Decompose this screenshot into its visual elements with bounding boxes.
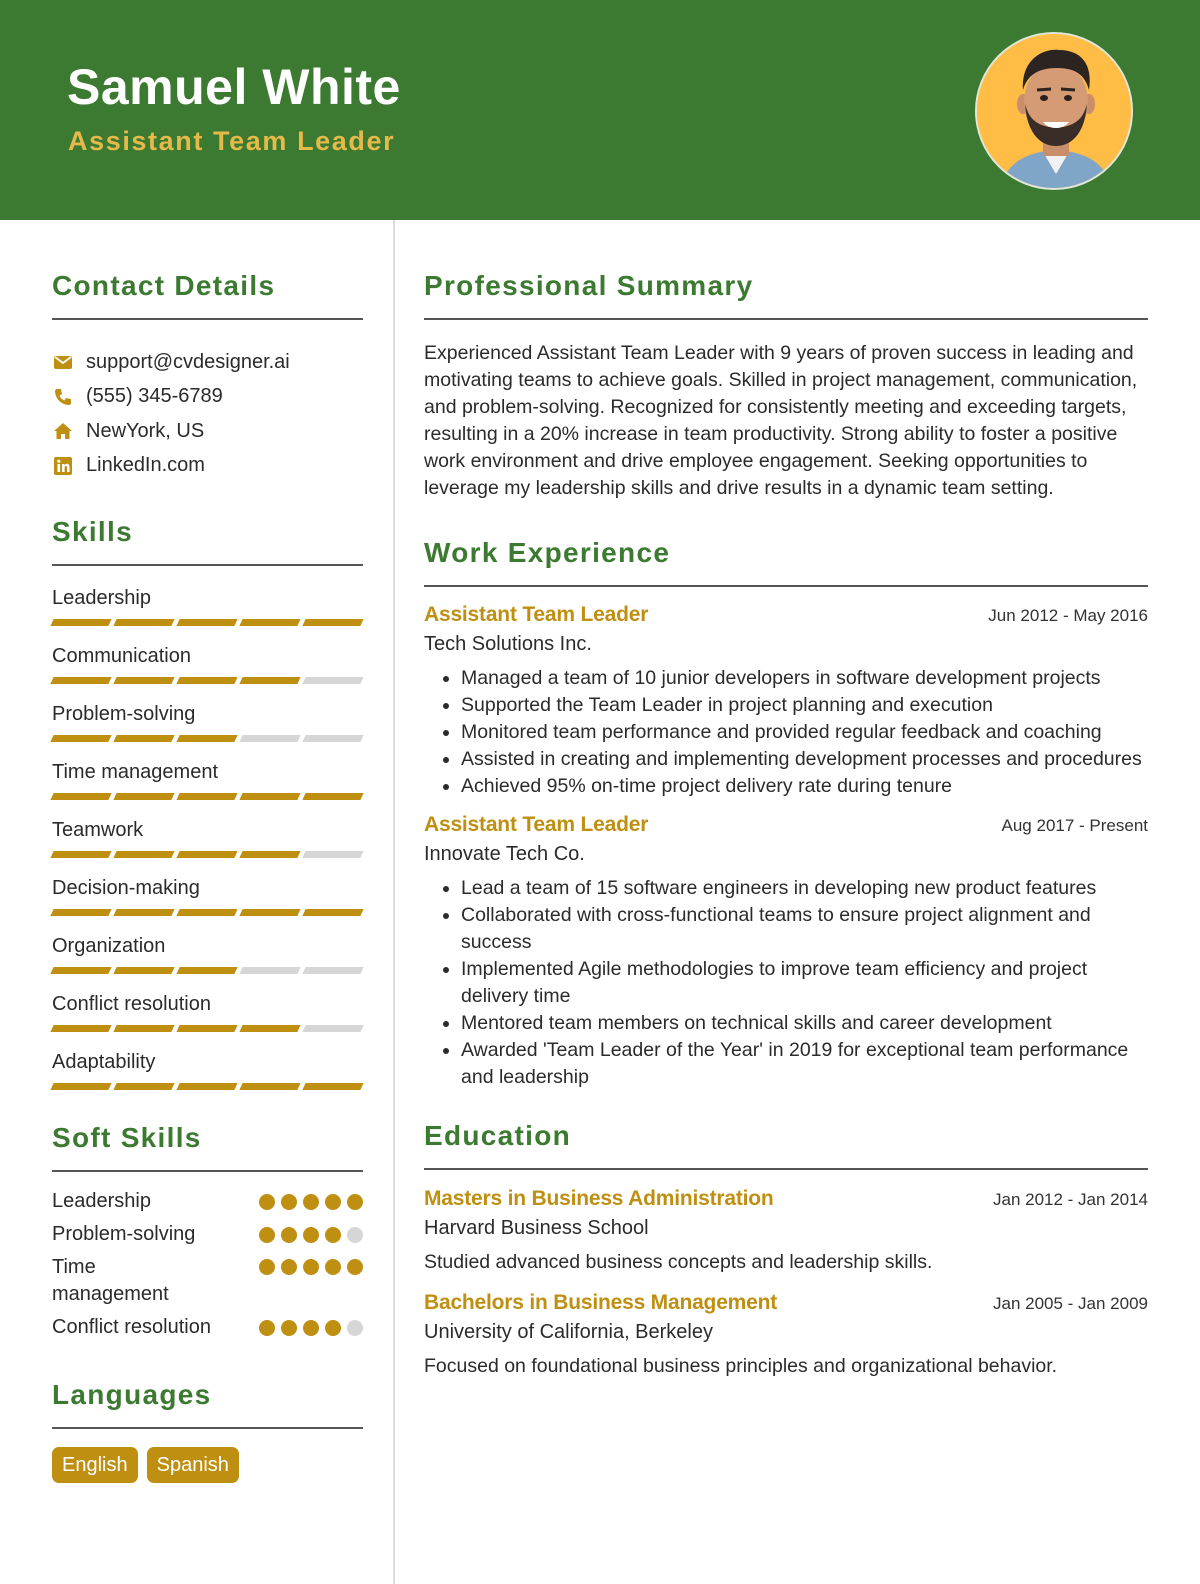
left-column — [52, 220, 363, 1483]
degree-title: Bachelors in Business Management — [424, 1291, 778, 1314]
skill-name: Conflict resolution — [52, 993, 211, 1015]
column-divider — [393, 220, 395, 1584]
rating-bar-segment — [176, 1025, 237, 1032]
section-rule — [52, 1170, 363, 1172]
rating-dot — [347, 1194, 363, 1210]
rating-bar-segment — [113, 619, 174, 626]
rating-dot — [303, 1227, 319, 1243]
right-column — [424, 220, 1148, 1378]
language-badge: English — [52, 1447, 138, 1483]
skill-name: Teamwork — [52, 819, 144, 841]
rating-dot — [325, 1259, 341, 1275]
rating-bar-segment — [239, 909, 300, 916]
education-list — [424, 1187, 1148, 1378]
rating-dot — [259, 1194, 275, 1210]
rating-bar-segment — [113, 793, 174, 800]
job-date: Aug 2017 - Present — [1001, 816, 1148, 835]
job-bullet: • Achieved 95% on-time project delivery rate during tenure — [461, 773, 1148, 800]
skill-rating-bars — [52, 677, 363, 686]
rating-dot — [303, 1194, 319, 1210]
languages-section — [52, 1379, 363, 1483]
language-badge: Spanish — [147, 1447, 239, 1483]
rating-bar-segment — [239, 967, 300, 974]
rating-dot — [325, 1320, 341, 1336]
section-rule — [52, 1427, 363, 1429]
job-bullets — [424, 875, 1148, 1091]
rating-bar-segment — [176, 735, 237, 742]
education-section — [424, 1120, 1148, 1378]
job-date: Jun 2012 - May 2016 — [988, 606, 1148, 625]
contact-phone[interactable] — [52, 380, 363, 415]
contact-heading: Contact Details — [52, 270, 276, 301]
school-name: University of California, Berkeley — [424, 1321, 713, 1343]
linkedin-icon — [52, 455, 74, 477]
education-entry — [424, 1291, 1148, 1378]
rating-dot — [259, 1320, 275, 1336]
contact-email[interactable] — [52, 345, 363, 380]
header-banner — [0, 0, 1200, 220]
experience-heading: Work Experience — [424, 537, 671, 568]
rating-bar-segment — [50, 1025, 111, 1032]
soft-skills-list — [52, 1188, 363, 1341]
rating-bar-segment — [302, 851, 363, 858]
rating-bar-segment — [50, 967, 111, 974]
job-bullet: • Implemented Agile methodologies to improve team efficiency and project delivery time — [461, 956, 1148, 1010]
summary-text: Experienced Assistant Team Leader with 9 years of proven success in leading and motivating teams to achieve goals. Skilled in project management, communication, and problem-solving. Recognized for consistently meeting and exceeding targets, resulting in a 20% increase in team productivity. Strong ability to foster a positive work environment and drive employee engagement. Seeking opportunities to leverage my leadership skills and drive results in a dynamic team setting. — [424, 342, 1138, 499]
section-rule — [424, 1168, 1148, 1170]
skill-item — [52, 1050, 363, 1092]
rating-bar-segment — [113, 967, 174, 974]
rating-bar-segment — [50, 1083, 111, 1090]
skill-name: Adaptability — [52, 1051, 156, 1073]
rating-bar-segment — [113, 909, 174, 916]
rating-bar-segment — [50, 619, 111, 626]
skill-name: Decision-making — [52, 877, 200, 899]
experience-section — [424, 537, 1148, 1091]
job-bullet: • Mentored team members on technical skills and career development — [461, 1010, 1148, 1037]
rating-dot — [347, 1259, 363, 1275]
rating-bar-segment — [239, 1025, 300, 1032]
degree-title: Masters in Business Administration — [424, 1187, 774, 1210]
school-name: Harvard Business School — [424, 1217, 649, 1239]
rating-bar-segment — [302, 619, 363, 626]
soft-skill-rating-dots — [259, 1227, 363, 1243]
skill-item — [52, 876, 363, 918]
skill-item — [52, 702, 363, 744]
soft-skill-item — [52, 1188, 363, 1215]
job-header — [424, 813, 1148, 837]
rating-bar-segment — [113, 851, 174, 858]
job-bullets — [424, 665, 1148, 800]
rating-bar-segment — [176, 793, 237, 800]
summary-section — [424, 270, 1148, 502]
skill-item — [52, 760, 363, 802]
job-bullet: • Assisted in creating and implementing development processes and procedures — [461, 746, 1148, 773]
candidate-name: Samuel White — [67, 59, 401, 115]
education-heading: Education — [424, 1120, 572, 1151]
phone-icon — [52, 386, 74, 408]
person-avatar-icon — [977, 34, 1133, 190]
soft-skills-section — [52, 1122, 363, 1341]
skill-item — [52, 818, 363, 860]
rating-bar-segment — [302, 1025, 363, 1032]
rating-bar-segment — [113, 735, 174, 742]
rating-dot — [281, 1194, 297, 1210]
rating-bar-segment — [302, 793, 363, 800]
skill-name: Organization — [52, 935, 166, 957]
languages-list — [52, 1447, 363, 1483]
section-rule — [424, 318, 1148, 320]
rating-bar-segment — [50, 793, 111, 800]
job-bullet: • Awarded 'Team Leader of the Year' in 2019 for exceptional team performance and leadership — [461, 1037, 1148, 1091]
profile-photo — [975, 32, 1133, 190]
skill-item — [52, 644, 363, 686]
section-rule — [52, 318, 363, 320]
company-name: Tech Solutions Inc. — [424, 633, 592, 655]
soft-skills-heading: Soft Skills — [52, 1122, 202, 1153]
rating-bar-segment — [50, 909, 111, 916]
soft-skill-rating-dots — [259, 1194, 363, 1210]
rating-dot — [347, 1320, 363, 1336]
skill-rating-bars — [52, 909, 363, 918]
rating-bar-segment — [302, 735, 363, 742]
soft-skill-name: Leadership — [52, 1190, 151, 1212]
skill-item — [52, 934, 363, 976]
job-bullet: • Monitored team performance and provided regular feedback and coaching — [461, 719, 1148, 746]
jobs-list — [424, 603, 1148, 1091]
skills-list — [52, 586, 363, 1092]
rating-bar-segment — [113, 677, 174, 684]
rating-bar-segment — [176, 851, 237, 858]
job-bullet: • Managed a team of 10 junior developers in software development projects — [461, 665, 1148, 692]
rating-bar-segment — [176, 677, 237, 684]
rating-bar-segment — [239, 851, 300, 858]
rating-bar-segment — [113, 1025, 174, 1032]
rating-bar-segment — [239, 619, 300, 626]
education-description: Focused on foundational business principles and organizational behavior. — [424, 1355, 1058, 1377]
skill-rating-bars — [52, 793, 363, 802]
skill-rating-bars — [52, 851, 363, 860]
soft-skill-name: Time management — [52, 1256, 169, 1305]
soft-skill-name: Conflict resolution — [52, 1316, 211, 1338]
home-icon — [52, 420, 74, 442]
skill-rating-bars — [52, 619, 363, 628]
job-bullet: • Supported the Team Leader in project planning and execution — [461, 692, 1148, 719]
job-title: Assistant Team Leader — [424, 813, 649, 836]
rating-dot — [303, 1259, 319, 1275]
skill-name: Time management — [52, 761, 218, 783]
education-header — [424, 1187, 1148, 1211]
soft-skill-item — [52, 1314, 363, 1341]
rating-bar-segment — [176, 619, 237, 626]
rating-bar-segment — [302, 909, 363, 916]
skill-item — [52, 586, 363, 628]
rating-bar-segment — [176, 1083, 237, 1090]
education-date: Jan 2012 - Jan 2014 — [992, 1190, 1148, 1209]
soft-skill-name: Problem-solving — [52, 1223, 196, 1245]
skill-name: Communication — [52, 645, 191, 667]
rating-bar-segment — [176, 967, 237, 974]
skill-rating-bars — [52, 1083, 363, 1092]
skill-rating-bars — [52, 735, 363, 744]
rating-bar-segment — [239, 735, 300, 742]
rating-dot — [259, 1259, 275, 1275]
rating-dot — [347, 1227, 363, 1243]
rating-dot — [259, 1227, 275, 1243]
section-rule — [424, 585, 1148, 587]
rating-bar-segment — [239, 1083, 300, 1090]
skill-rating-bars — [52, 1025, 363, 1034]
section-rule — [52, 564, 363, 566]
education-date: Jan 2005 - Jan 2009 — [992, 1294, 1148, 1313]
summary-heading: Professional Summary — [424, 270, 754, 301]
soft-skill-item — [52, 1254, 363, 1308]
contact-location — [52, 414, 363, 449]
job-entry — [424, 603, 1148, 800]
contact-linkedin[interactable] — [52, 449, 363, 484]
rating-bar-segment — [113, 1083, 174, 1090]
soft-skill-item — [52, 1221, 363, 1248]
education-description: Studied advanced business concepts and leadership skills. — [424, 1251, 933, 1273]
rating-dot — [281, 1320, 297, 1336]
rating-dot — [281, 1259, 297, 1275]
education-header — [424, 1291, 1148, 1315]
rating-bar-segment — [302, 677, 363, 684]
job-entry — [424, 813, 1148, 1091]
job-title: Assistant Team Leader — [424, 603, 649, 626]
envelope-icon — [52, 351, 74, 373]
location-text: NewYork, US — [86, 419, 205, 442]
phone-text: (555) 345-6789 — [86, 385, 223, 408]
job-bullet: • Collaborated with cross-functional teams to ensure project alignment and success — [461, 902, 1148, 956]
rating-bar-segment — [239, 677, 300, 684]
rating-dot — [325, 1227, 341, 1243]
education-entry — [424, 1187, 1148, 1274]
rating-dot — [281, 1227, 297, 1243]
rating-bar-segment — [176, 909, 237, 916]
rating-bar-segment — [302, 967, 363, 974]
skills-section — [52, 516, 363, 1092]
skill-rating-bars — [52, 967, 363, 976]
rating-dot — [303, 1320, 319, 1336]
skills-heading: Skills — [52, 516, 133, 547]
rating-bar-segment — [302, 1083, 363, 1090]
rating-bar-segment — [50, 735, 111, 742]
job-header — [424, 603, 1148, 627]
rating-bar-segment — [50, 677, 111, 684]
job-bullet: • Lead a team of 15 software engineers in developing new product features — [461, 875, 1148, 902]
languages-heading: Languages — [52, 1379, 212, 1410]
soft-skill-rating-dots — [259, 1259, 363, 1275]
rating-bar-segment — [50, 851, 111, 858]
contact-section — [52, 270, 363, 483]
soft-skill-rating-dots — [259, 1320, 363, 1336]
company-name: Innovate Tech Co. — [424, 843, 585, 865]
skill-name: Leadership — [52, 587, 151, 609]
linkedin-text: LinkedIn.com — [86, 454, 205, 477]
skill-item — [52, 992, 363, 1034]
candidate-title: Assistant Team Leader — [68, 126, 396, 156]
rating-dot — [325, 1194, 341, 1210]
skill-name: Problem-solving — [52, 703, 196, 725]
rating-bar-segment — [239, 793, 300, 800]
email-text: support@cvdesigner.ai — [86, 350, 290, 373]
